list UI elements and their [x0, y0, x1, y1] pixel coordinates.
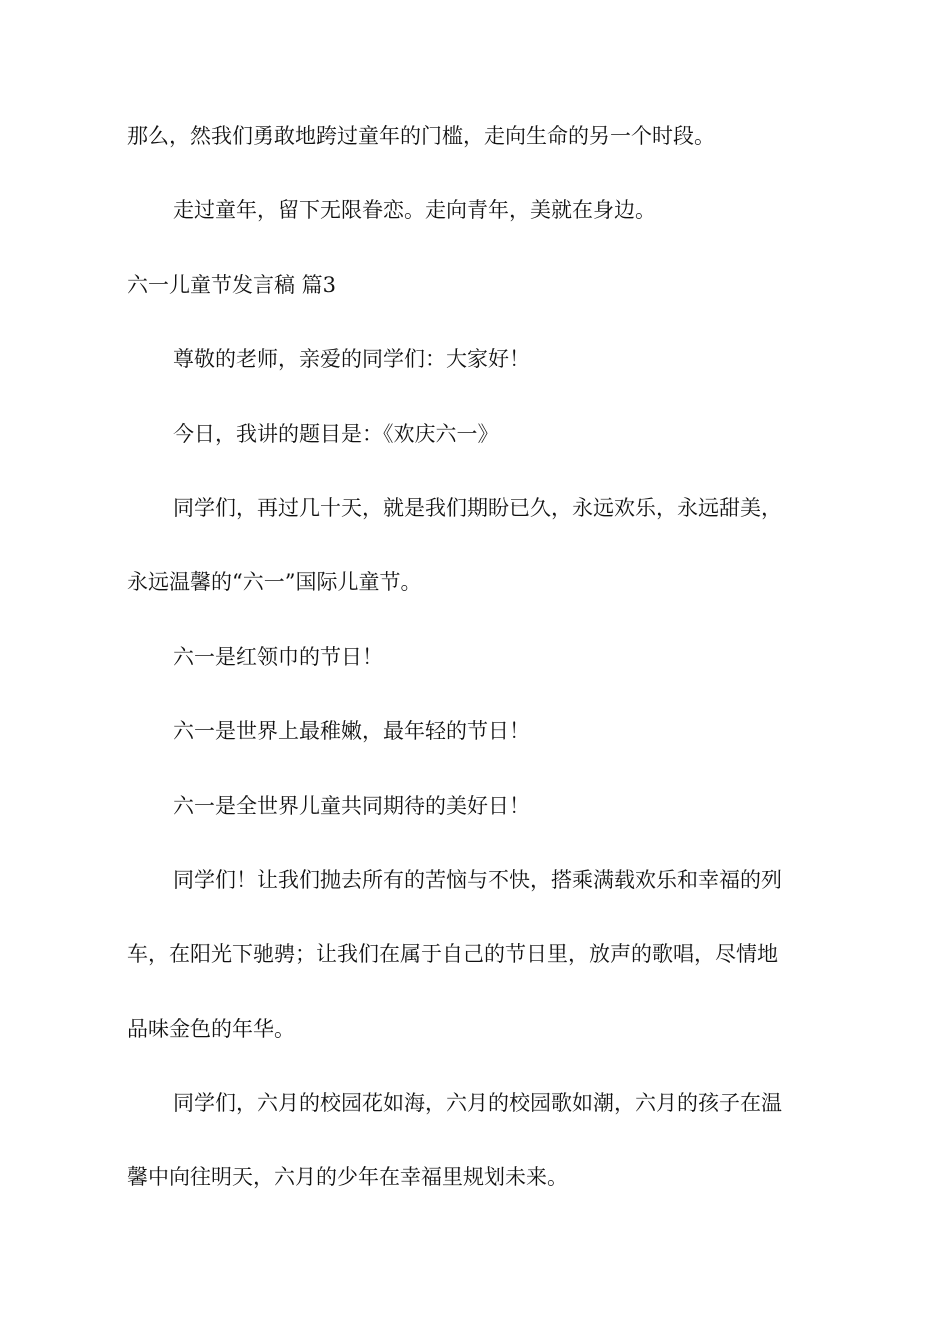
- paragraph-line: 品味金色的年华。: [127, 1016, 295, 1041]
- paragraph-line: 车，在阳光下驰骋；让我们在属于自己的节日里，放声的歌唱，尽情地: [127, 942, 778, 967]
- paragraph-line: 那么，然我们勇敢地跨过童年的门槛，走向生命的另一个时段。: [127, 124, 715, 148]
- paragraph-line: 走过童年，留下无限眷恋。走向青年，美就在身边。: [173, 198, 656, 223]
- paragraph-line: 同学们，六月的校园花如海，六月的校园歌如潮，六月的孩子在温: [173, 1091, 782, 1116]
- paragraph-line: 六一是全世界儿童共同期待的美好日！: [173, 793, 530, 818]
- paragraph-line: 同学们，再过几十天，就是我们期盼已久，永远欢乐，永远甜美，: [173, 495, 782, 520]
- paragraph-line: 六一是世界上最稚嫩，最年轻的节日！: [173, 719, 530, 744]
- paragraph-line: 同学们！让我们抛去所有的苦恼与不快，搭乘满载欢乐和幸福的列: [173, 867, 782, 892]
- paragraph-line: 馨中向往明天，六月的少年在幸福里规划未来。: [127, 1165, 568, 1190]
- paragraph-line: 永远温馨的“六一”国际儿童节。: [127, 570, 422, 595]
- paragraph-line: 六一是红领巾的节日！: [173, 644, 383, 669]
- paragraph-line: 今日，我讲的题目是：《欢庆六一》: [173, 421, 499, 446]
- document-body: [127, 118, 827, 1234]
- paragraph-line: 尊敬的老师，亲爱的同学们：大家好！: [173, 347, 530, 372]
- section-heading: 六一儿童节发言稿 篇3: [127, 272, 337, 297]
